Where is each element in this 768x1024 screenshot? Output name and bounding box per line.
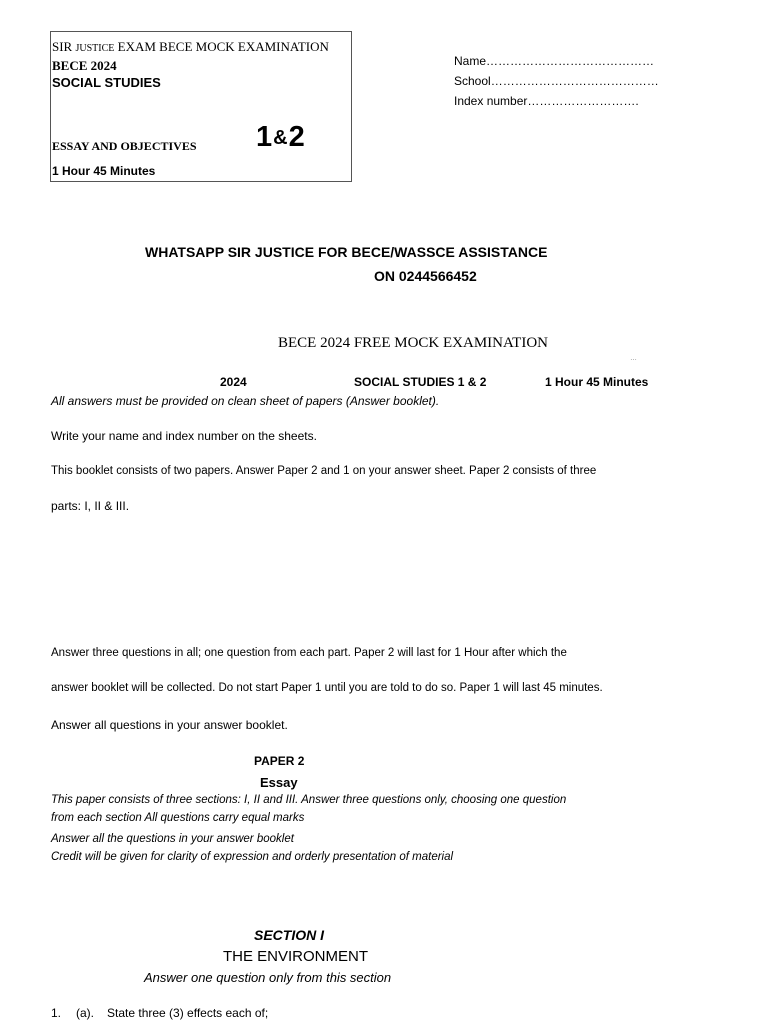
section1-title: THE ENVIRONMENT [223,948,369,965]
header-exam-line [52,39,329,55]
name-field: Name…………………………………… [454,54,655,68]
header-paper-numbers [256,120,304,155]
exam-title: BECE 2024 FREE MOCK EXAMINATION [278,335,548,351]
paper-number-1: 1 [256,121,272,153]
header-subject: SOCIAL STUDIES [52,75,161,90]
index-number-field: Index number………………………. [454,94,639,108]
header-prefix: SIR [52,39,76,54]
info-year: 2024 [220,375,247,389]
paper2-note-2: from each section All questions carry equal marks [51,812,305,824]
instruction-line-6: answer booklet will be collected. Do not start Paper 1 until you are told to do so. Paper 1 will last 45 minutes. [51,682,603,694]
question1-text: State three (3) effects each of; [107,1006,269,1020]
header-paper-type: ESSAY AND OBJECTIVES [52,139,197,153]
instruction-line-3: This booklet consists of two papers. Answer Paper 2 and 1 on your answer sheet. Paper 2 consists of three [51,465,597,477]
instruction-line-7: Answer all questions in your answer booklet. [51,718,288,732]
header-rest: EXAM BECE MOCK EXAMINATION [114,39,329,54]
paper2-note-3: Answer all the questions in your answer booklet [51,833,294,845]
header-year-line: BECE 2024 [52,58,117,73]
instruction-line-5: Answer three questions in all; one question from each part. Paper 2 will last for 1 Hour after which the [51,647,567,659]
question1-number: 1. [51,1006,62,1020]
paper2-subtitle: Essay [260,775,298,790]
question1-part: (a). [76,1006,94,1020]
paper2-note-1: This paper consists of three sections: I, II and III. Answer three questions only, choosing one question [51,794,567,806]
section1-instruction: Answer one question only from this section [144,970,392,985]
paper2-title: PAPER 2 [254,754,305,768]
instruction-line-4: parts: I, II & III. [51,499,130,513]
header-duration: 1 Hour 45 Minutes [52,164,156,178]
paper-amp: & [273,127,287,149]
paper-number-2: 2 [288,121,304,153]
paper2-note-4: Credit will be given for clarity of expression and orderly presentation of material [51,851,454,863]
promo-line-2: ON 0244566452 [374,268,477,284]
small-mark: … [630,355,637,362]
instruction-line-1: All answers must be provided on clean sheet of papers (Answer booklet). [51,394,440,408]
school-field: School…………………………………… [454,74,659,88]
promo-line-1: WHATSAPP SIR JUSTICE FOR BECE/WASSCE ASSISTANCE [145,244,548,260]
instruction-line-2: Write your name and index number on the sheets. [51,429,317,443]
header-smallcaps: JUSTICE [75,43,115,54]
info-duration: 1 Hour 45 Minutes [545,375,649,389]
info-subject: SOCIAL STUDIES 1 & 2 [354,375,487,389]
section1-heading: SECTION I [254,927,325,943]
